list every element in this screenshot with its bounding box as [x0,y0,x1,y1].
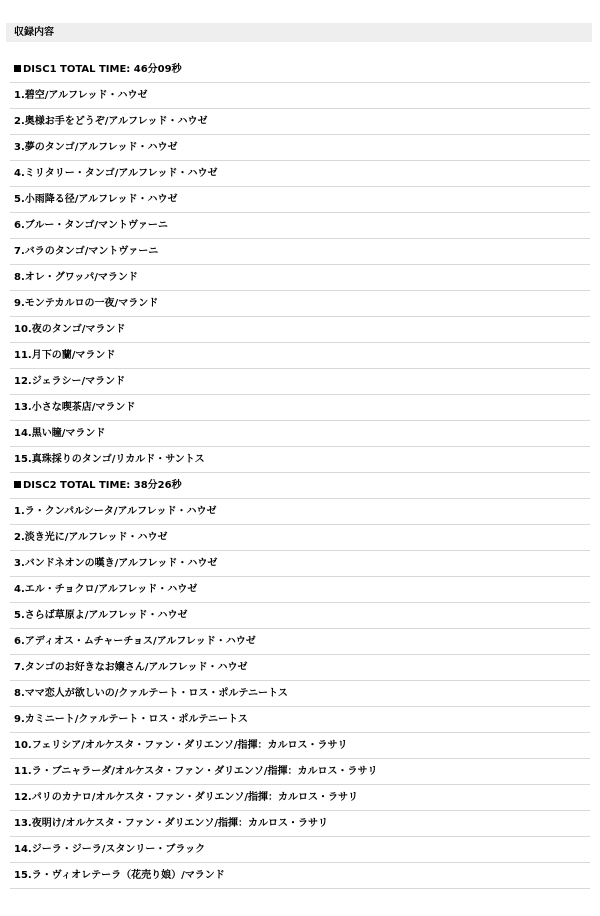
track-label: 10.夜のタンゴ/マランド [14,324,126,335]
track-row [10,551,590,577]
track-row [10,707,590,733]
track-label: 6.アディオス・ムチャーチョス/アルフレッド・ハウゼ [14,636,256,647]
track-label: 4.エル・チョクロ/アルフレッド・ハウゼ [14,584,198,595]
track-label: 10.フェリシア/オルケスタ・ファン・ダリエンソ/指揮：カルロス・ラサリ [14,740,348,751]
track-label: 12.パリのカナロ/オルケスタ・ファン・ダリエンソ/指揮：カルロス・ラサリ [14,792,359,803]
track-row [10,421,590,447]
track-label: 3.夢のタンゴ/アルフレッド・ハウゼ [14,142,178,153]
track-row [10,525,590,551]
track-row [10,109,590,135]
track-row [10,499,590,525]
track-label: 7.タンゴのお好きなお嬢さん/アルフレッド・ハウゼ [14,662,248,673]
track-row [10,239,590,265]
track-row [10,213,590,239]
track-row [10,161,590,187]
disc-heading [10,473,590,499]
track-label: 5.小雨降る径/アルフレッド・ハウゼ [14,194,178,205]
track-row [10,837,590,863]
track-label: 15.ラ・ヴィオレテーラ（花売り娘）/マランド [14,870,225,881]
track-row [10,135,590,161]
track-label: 3.バンドネオンの嘆き/アルフレッド・ハウゼ [14,558,218,569]
track-row [10,681,590,707]
track-row [10,733,590,759]
section-title: 収録内容 [14,27,54,38]
track-label: 11.月下の蘭/マランド [14,350,116,361]
track-label: 5.さらば草原よ/アルフレッド・ハウゼ [14,610,188,621]
track-label: 9.モンテカルロの一夜/マランド [14,298,159,309]
track-row [10,83,590,109]
disc-heading-label: DISC1 TOTAL TIME: 46分09秒 [23,64,182,75]
track-label: 13.夜明け/オルケスタ・ファン・ダリエンソ/指揮：カルロス・ラサリ [14,818,329,829]
track-label: 13.小さな喫茶店/マランド [14,402,136,413]
section-header [6,23,592,42]
track-label: 2.奥様お手をどうぞ/アルフレッド・ハウゼ [14,116,208,127]
track-label: 8.ママ恋人が欲しいの/クァルテート・ロス・ポルテニートス [14,688,288,699]
track-row [10,655,590,681]
disc-heading [10,57,590,83]
track-label: 14.ジーラ・ジーラ/スタンリー・ブラック [14,844,206,855]
disc-heading-label: DISC2 TOTAL TIME: 38分26秒 [23,480,182,491]
track-label: 12.ジェラシー/マランド [14,376,126,387]
track-row [10,343,590,369]
track-label: 8.オレ・グワッパ/マランド [14,272,138,283]
track-row [10,317,590,343]
track-row [10,863,590,889]
track-row [10,369,590,395]
track-list [10,57,590,889]
track-row [10,759,590,785]
track-row [10,603,590,629]
track-label: 1.碧空/アルフレッド・ハウゼ [14,90,148,101]
track-label: 15.真珠採りのタンゴ/リカルド・サントス [14,454,205,465]
track-label: 7.バラのタンゴ/マントヴァーニ [14,246,159,257]
track-label: 6.ブルー・タンゴ/マントヴァーニ [14,220,168,231]
track-label: 14.黒い瞳/マランド [14,428,106,439]
track-row [10,265,590,291]
track-row [10,629,590,655]
track-label: 9.カミニート/クァルテート・ロス・ポルテニートス [14,714,248,725]
track-label: 1.ラ・クンパルシータ/アルフレッド・ハウゼ [14,506,217,517]
track-row [10,577,590,603]
track-row [10,447,590,473]
track-label: 2.淡き光に/アルフレッド・ハウゼ [14,532,168,543]
track-row [10,187,590,213]
track-label: 4.ミリタリー・タンゴ/アルフレッド・ハウゼ [14,168,218,179]
track-row [10,811,590,837]
track-label: 11.ラ・ブニャラーダ/オルケスタ・ファン・ダリエンソ/指揮：カルロス・ラサリ [14,766,378,777]
square-bullet-icon [14,65,21,72]
square-bullet-icon [14,481,21,488]
track-row [10,291,590,317]
track-row [10,395,590,421]
track-row [10,785,590,811]
